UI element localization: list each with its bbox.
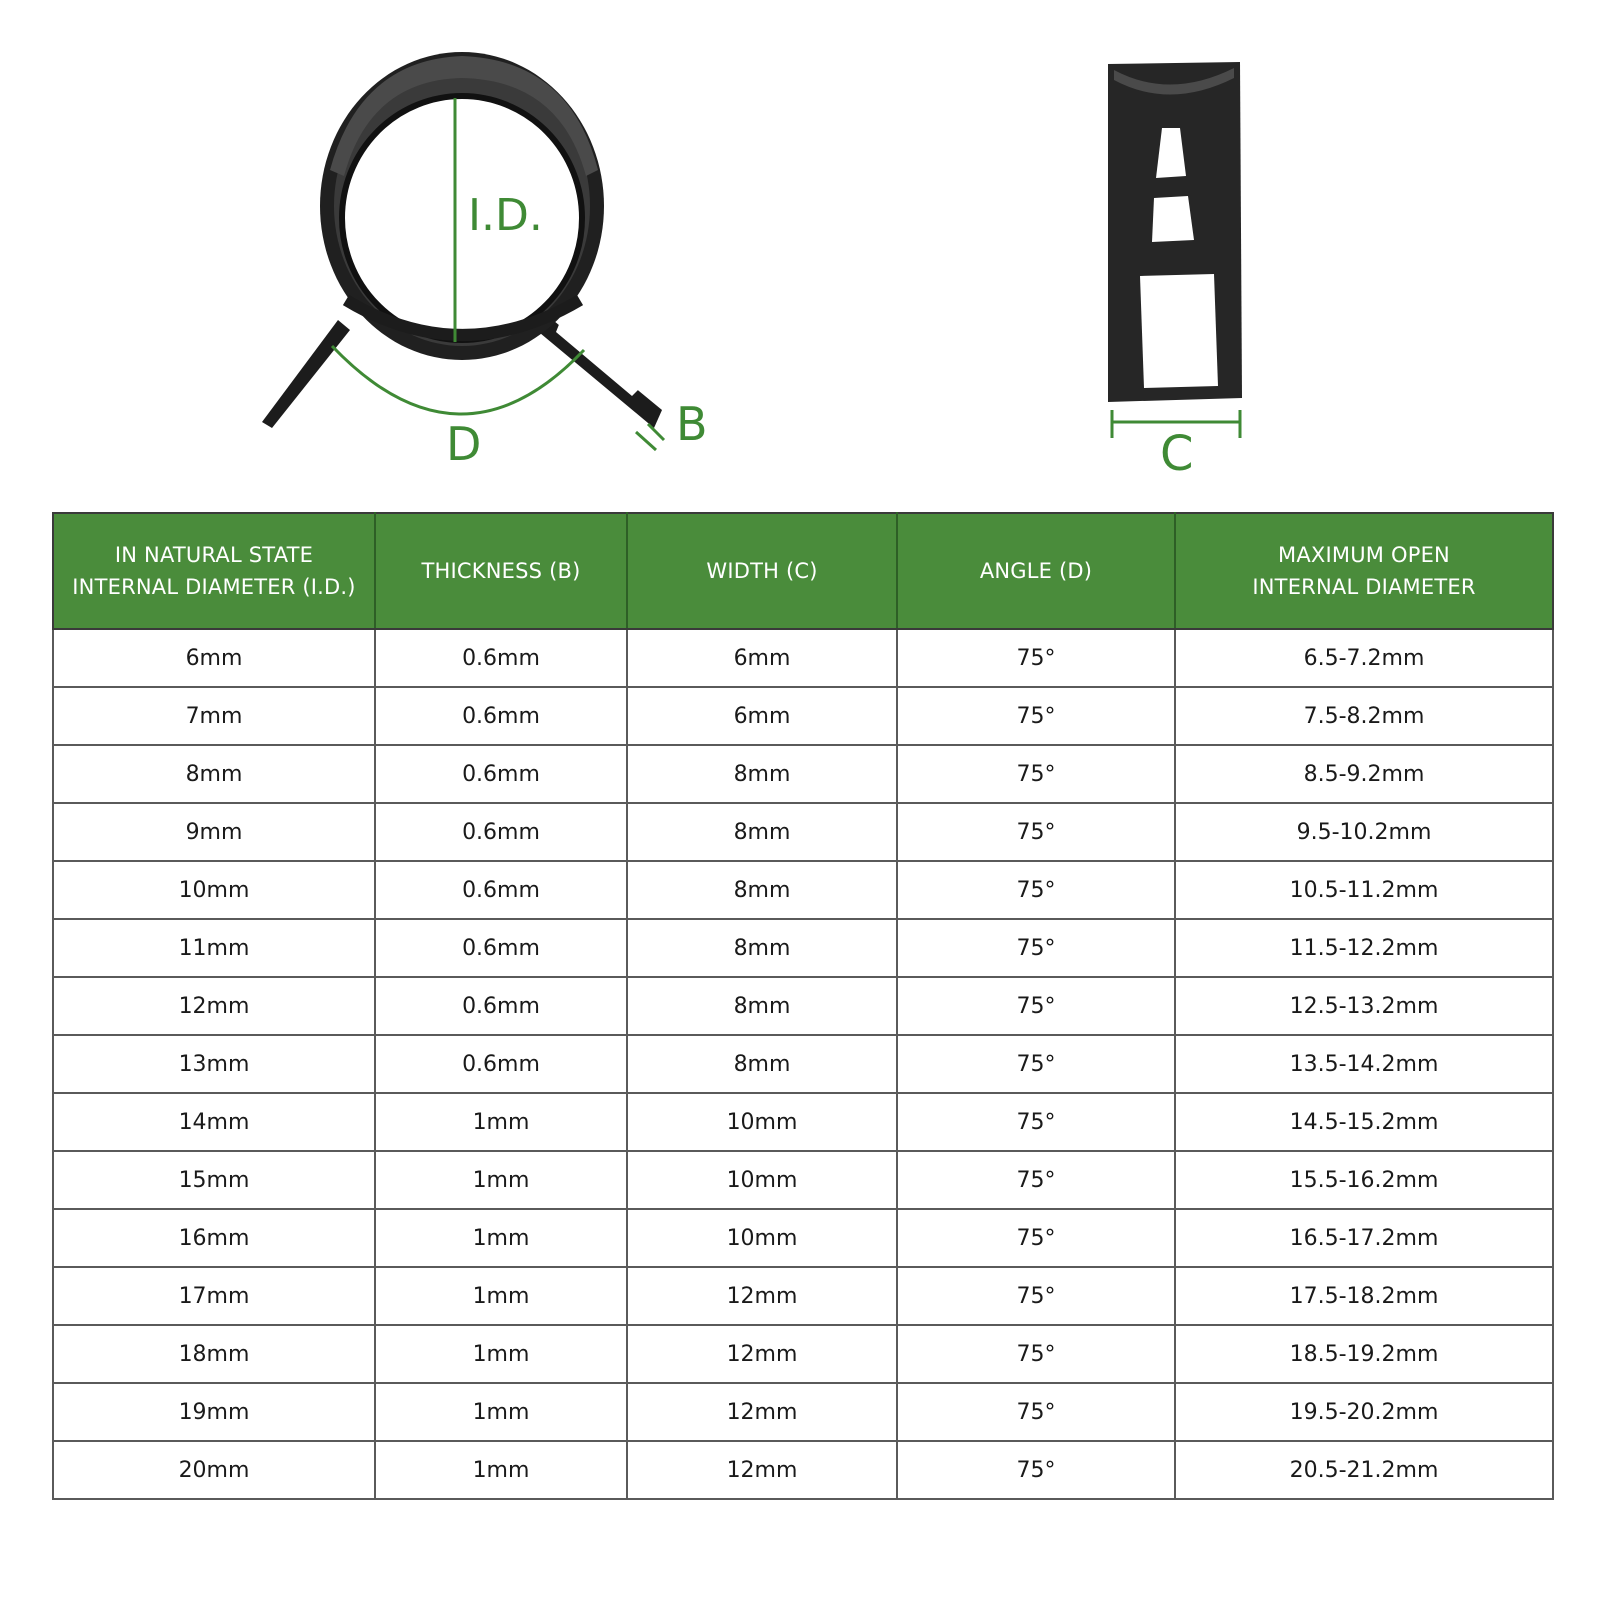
header-width: WIDTH (C)	[627, 513, 897, 629]
cell-angle: 75°	[897, 1151, 1175, 1209]
table-row	[53, 1267, 1553, 1325]
cell-internal-diameter: 20mm	[53, 1441, 375, 1499]
cell-thickness: 0.6mm	[375, 1035, 627, 1093]
cell-thickness: 0.6mm	[375, 861, 627, 919]
clamp-diagrams	[0, 0, 1600, 500]
header-max-open-diameter: MAXIMUM OPEN INTERNAL DIAMETER	[1175, 513, 1553, 629]
cell-internal-diameter: 18mm	[53, 1325, 375, 1383]
cell-angle: 75°	[897, 861, 1175, 919]
cell-width: 12mm	[627, 1441, 897, 1499]
cell-thickness: 1mm	[375, 1093, 627, 1151]
d-label: D	[446, 417, 482, 471]
clamp-slot-middle	[1152, 196, 1194, 242]
cell-thickness: 1mm	[375, 1267, 627, 1325]
cell-thickness: 0.6mm	[375, 919, 627, 977]
cell-internal-diameter: 19mm	[53, 1383, 375, 1441]
cell-max-open-diameter: 19.5-20.2mm	[1175, 1383, 1553, 1441]
cell-internal-diameter: 7mm	[53, 687, 375, 745]
spec-table-header	[53, 513, 1553, 629]
clamp-front-view	[262, 52, 662, 428]
table-row	[53, 1035, 1553, 1093]
clamp-left-leg	[262, 320, 350, 428]
cell-thickness: 0.6mm	[375, 803, 627, 861]
spec-table-body	[53, 629, 1553, 1499]
cell-thickness: 0.6mm	[375, 687, 627, 745]
cell-angle: 75°	[897, 1441, 1175, 1499]
table-row	[53, 803, 1553, 861]
cell-width: 8mm	[627, 1035, 897, 1093]
c-label: C	[1160, 426, 1194, 482]
cell-angle: 75°	[897, 803, 1175, 861]
cell-max-open-diameter: 18.5-19.2mm	[1175, 1325, 1553, 1383]
cell-max-open-diameter: 8.5-9.2mm	[1175, 745, 1553, 803]
table-row	[53, 629, 1553, 687]
cell-max-open-diameter: 6.5-7.2mm	[1175, 629, 1553, 687]
table-row	[53, 977, 1553, 1035]
cell-max-open-diameter: 13.5-14.2mm	[1175, 1035, 1553, 1093]
cell-max-open-diameter: 11.5-12.2mm	[1175, 919, 1553, 977]
cell-max-open-diameter: 15.5-16.2mm	[1175, 1151, 1553, 1209]
table-row	[53, 919, 1553, 977]
cell-width: 8mm	[627, 919, 897, 977]
cell-angle: 75°	[897, 977, 1175, 1035]
cell-internal-diameter: 11mm	[53, 919, 375, 977]
cell-angle: 75°	[897, 1383, 1175, 1441]
cell-internal-diameter: 6mm	[53, 629, 375, 687]
cell-internal-diameter: 8mm	[53, 745, 375, 803]
cell-width: 8mm	[627, 745, 897, 803]
cell-max-open-diameter: 16.5-17.2mm	[1175, 1209, 1553, 1267]
spec-table	[52, 512, 1554, 1500]
cell-thickness: 0.6mm	[375, 629, 627, 687]
cell-width: 10mm	[627, 1209, 897, 1267]
table-row	[53, 1441, 1553, 1499]
table-row	[53, 1383, 1553, 1441]
cell-width: 12mm	[627, 1325, 897, 1383]
cell-max-open-diameter: 7.5-8.2mm	[1175, 687, 1553, 745]
cell-angle: 75°	[897, 629, 1175, 687]
clamp-side-view	[1108, 62, 1242, 402]
cell-max-open-diameter: 12.5-13.2mm	[1175, 977, 1553, 1035]
cell-thickness: 1mm	[375, 1441, 627, 1499]
cell-internal-diameter: 17mm	[53, 1267, 375, 1325]
clamp-diagram-svg	[0, 0, 1600, 500]
cell-internal-diameter: 16mm	[53, 1209, 375, 1267]
cell-internal-diameter: 15mm	[53, 1151, 375, 1209]
cell-internal-diameter: 10mm	[53, 861, 375, 919]
cell-angle: 75°	[897, 1325, 1175, 1383]
cell-max-open-diameter: 20.5-21.2mm	[1175, 1441, 1553, 1499]
table-row	[53, 745, 1553, 803]
cell-width: 6mm	[627, 629, 897, 687]
cell-angle: 75°	[897, 1035, 1175, 1093]
table-row	[53, 861, 1553, 919]
header-internal-diameter: IN NATURAL STATE INTERNAL DIAMETER (I.D.)	[53, 513, 375, 629]
table-row	[53, 1151, 1553, 1209]
cell-width: 8mm	[627, 861, 897, 919]
cell-internal-diameter: 14mm	[53, 1093, 375, 1151]
cell-max-open-diameter: 17.5-18.2mm	[1175, 1267, 1553, 1325]
cell-thickness: 1mm	[375, 1325, 627, 1383]
cell-angle: 75°	[897, 1267, 1175, 1325]
cell-max-open-diameter: 14.5-15.2mm	[1175, 1093, 1553, 1151]
table-row	[53, 687, 1553, 745]
cell-width: 12mm	[627, 1267, 897, 1325]
header-angle: ANGLE (D)	[897, 513, 1175, 629]
cell-width: 12mm	[627, 1383, 897, 1441]
id-label: I.D.	[468, 190, 543, 241]
b-label: B	[676, 397, 708, 451]
cell-width: 10mm	[627, 1151, 897, 1209]
cell-width: 10mm	[627, 1093, 897, 1151]
cell-thickness: 0.6mm	[375, 745, 627, 803]
cell-internal-diameter: 9mm	[53, 803, 375, 861]
b-marker	[636, 432, 656, 450]
cell-thickness: 0.6mm	[375, 977, 627, 1035]
table-row	[53, 1209, 1553, 1267]
cell-angle: 75°	[897, 1093, 1175, 1151]
cell-internal-diameter: 13mm	[53, 1035, 375, 1093]
cell-thickness: 1mm	[375, 1383, 627, 1441]
cell-width: 8mm	[627, 803, 897, 861]
clamp-right-leg	[534, 316, 662, 428]
table-row	[53, 1325, 1553, 1383]
clamp-slot-bottom	[1140, 274, 1218, 388]
cell-thickness: 1mm	[375, 1151, 627, 1209]
cell-max-open-diameter: 9.5-10.2mm	[1175, 803, 1553, 861]
cell-thickness: 1mm	[375, 1209, 627, 1267]
cell-angle: 75°	[897, 919, 1175, 977]
cell-angle: 75°	[897, 687, 1175, 745]
header-thickness: THICKNESS (B)	[375, 513, 627, 629]
cell-width: 6mm	[627, 687, 897, 745]
cell-width: 8mm	[627, 977, 897, 1035]
table-row	[53, 1093, 1553, 1151]
cell-internal-diameter: 12mm	[53, 977, 375, 1035]
cell-angle: 75°	[897, 745, 1175, 803]
cell-max-open-diameter: 10.5-11.2mm	[1175, 861, 1553, 919]
cell-angle: 75°	[897, 1209, 1175, 1267]
